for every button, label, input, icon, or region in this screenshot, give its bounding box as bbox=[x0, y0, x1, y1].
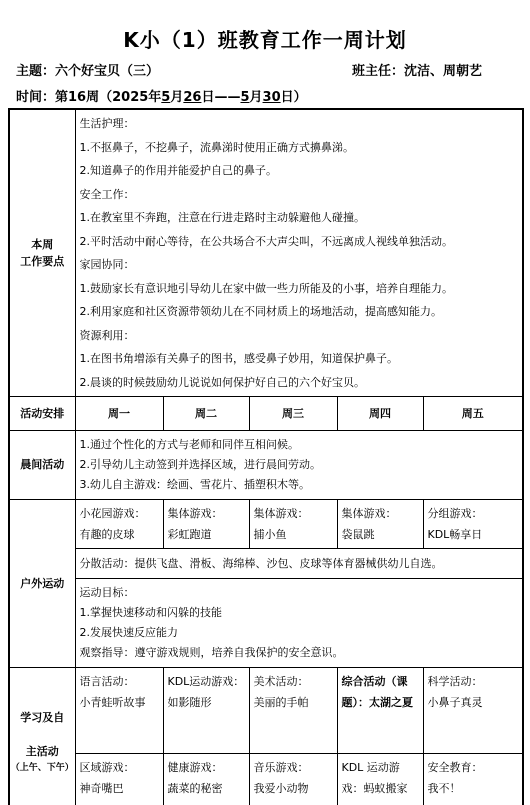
week-text: 第16周（2025年 bbox=[55, 90, 162, 105]
focus-line: 2.知道鼻子的作用并能爱护自己的鼻子。 bbox=[79, 164, 277, 177]
schedule-label: 活动安排 bbox=[9, 397, 75, 431]
activity-type: 健康游戏： bbox=[167, 761, 223, 774]
day-header: 周四 bbox=[337, 397, 423, 431]
activity-name: 美丽的手帕 bbox=[253, 696, 309, 709]
outdoor-game-cell bbox=[423, 500, 523, 549]
end-day: 30 bbox=[262, 90, 281, 105]
activity-name: 蚂蚁搬家 bbox=[363, 782, 408, 795]
learning-row-2 bbox=[9, 754, 523, 805]
focus-line: 1.在教室里不奔跑，注意在行进走路时主动躲避他人碰撞。 bbox=[79, 211, 365, 224]
focus-line: 2.平时活动中耐心等待，在公共场合不大声尖叫，不远离成人视线单独活动。 bbox=[79, 234, 453, 248]
day-header: 周五 bbox=[423, 397, 523, 431]
learning-row-1 bbox=[9, 668, 523, 754]
game-type: 小花园游戏： bbox=[79, 507, 146, 520]
activity-name: 太湖之夏 bbox=[369, 696, 413, 709]
activity-name: 神奇嘴巴 bbox=[79, 782, 124, 795]
morning-row bbox=[9, 431, 523, 500]
weekly-focus-content bbox=[75, 109, 523, 397]
focus-line: 1.不抠鼻子，不挖鼻子，流鼻涕时使用正确方式擤鼻涕。 bbox=[79, 140, 354, 154]
activity-type: 音乐游戏： bbox=[253, 761, 309, 774]
activity-cell bbox=[423, 754, 523, 805]
goal-line: 2.发展快速反应能力 bbox=[79, 626, 178, 639]
activity-cell bbox=[249, 754, 337, 805]
morning-line: 1.通过个性化的方式与老师和同伴互相问候。 bbox=[79, 438, 299, 451]
label-line: 工作要点 bbox=[20, 255, 65, 268]
start-day: 26 bbox=[183, 90, 202, 105]
day-char: 日—— bbox=[201, 90, 241, 105]
day-header: 周一 bbox=[75, 397, 163, 431]
outdoor-goals bbox=[75, 579, 523, 668]
activity-cell bbox=[163, 754, 249, 805]
teacher-line bbox=[352, 60, 482, 79]
outdoor-game-cell bbox=[75, 500, 163, 549]
activity-name: 如影随形 bbox=[167, 696, 212, 709]
theme-value: 六个好宝贝（三） bbox=[55, 64, 160, 79]
morning-content bbox=[75, 431, 523, 500]
activity-cell bbox=[163, 668, 249, 754]
activity-type: 美术活动： bbox=[253, 675, 309, 688]
activity-cell bbox=[249, 668, 337, 754]
game-name: 捕小鱼 bbox=[253, 528, 287, 541]
focus-line: 2.利用家庭和社区资源带领幼儿在不同材质上的场地活动，提高感知能力。 bbox=[79, 305, 442, 318]
activity-name: 小鼻子真灵 bbox=[427, 696, 483, 709]
activity-type: KDL运动游戏： bbox=[167, 675, 245, 688]
outdoor-game-cell bbox=[249, 500, 337, 549]
morning-label: 晨间活动 bbox=[9, 431, 75, 500]
activity-cell bbox=[75, 668, 163, 754]
outdoor-label: 户外运动 bbox=[9, 500, 75, 668]
game-type: 分组游戏： bbox=[427, 507, 483, 520]
theme-line bbox=[16, 60, 159, 79]
activity-type: KDL 运动游戏： bbox=[341, 761, 400, 795]
learning-label bbox=[9, 668, 75, 805]
focus-line: 资源利用： bbox=[79, 328, 135, 342]
outdoor-game-cell bbox=[337, 500, 423, 549]
game-name: 有趣的皮球 bbox=[79, 528, 135, 541]
focus-line: 2.晨谈的时候鼓励幼儿说说如何保护好自己的六个好宝贝。 bbox=[79, 375, 365, 389]
morning-line: 3.幼儿自主游戏：绘画、雪花片、插塑积木等。 bbox=[79, 478, 310, 491]
activity-cell bbox=[423, 668, 523, 754]
outdoor-game-cell bbox=[163, 500, 249, 549]
game-type: 集体游戏： bbox=[253, 507, 309, 520]
activity-type-name bbox=[342, 757, 419, 799]
focus-line: 1.鼓励家长有意识地引导幼儿在家中做一些力所能及的小事，培养自理能力。 bbox=[79, 281, 453, 295]
activity-type: 语言活动： bbox=[79, 675, 135, 688]
weekly-focus-row bbox=[9, 109, 523, 397]
activity-cell bbox=[337, 754, 423, 805]
start-month: 5 bbox=[161, 90, 171, 105]
focus-line: 安全工作： bbox=[79, 187, 135, 201]
game-name: 彩虹跑道 bbox=[167, 528, 212, 541]
activity-type: 综合活动（课题）： bbox=[341, 675, 408, 709]
activity-cell bbox=[337, 668, 423, 754]
label-line: 学习及自 bbox=[20, 710, 65, 724]
activity-name: 我不！ bbox=[427, 782, 461, 795]
month-char: 月 bbox=[170, 90, 184, 105]
time-label: 时间： bbox=[16, 90, 56, 105]
page-title: K小（1）班教育工作一周计划 bbox=[123, 28, 407, 52]
scatter-text: 分散活动：提供飞盘、滑板、海绵棒、沙包、皮球等体育器械供幼儿自选。 bbox=[79, 557, 443, 570]
activity-type: 区域游戏： bbox=[79, 761, 135, 774]
month-char: 月 bbox=[249, 90, 263, 105]
focus-line: 生活护理： bbox=[79, 117, 135, 130]
game-name: 袋鼠跳 bbox=[341, 528, 375, 541]
label-line: 本周 bbox=[31, 237, 54, 251]
outdoor-goal-row bbox=[9, 579, 523, 668]
schedule-row bbox=[9, 397, 523, 431]
teacher-value: 沈洁、周朝艺 bbox=[404, 64, 483, 79]
activity-name: 蔬菜的秘密 bbox=[167, 782, 223, 795]
morning-line: 2.引导幼儿主动签到并选择区域，进行晨间劳动。 bbox=[79, 458, 321, 471]
theme-label: 主题： bbox=[16, 64, 56, 79]
activity-name: 小青蛙听故事 bbox=[79, 696, 146, 709]
outdoor-games-row bbox=[9, 500, 523, 549]
teacher-label: 班主任： bbox=[352, 64, 405, 79]
activity-cell bbox=[75, 754, 163, 805]
goal-line: 1.掌握快速移动和闪躲的技能 bbox=[79, 606, 222, 619]
activity-type: 科学活动： bbox=[427, 675, 483, 688]
game-name: KDL畅享日 bbox=[427, 528, 483, 541]
game-type: 集体游戏： bbox=[167, 507, 223, 520]
guidance-line: 观察指导：遵守游戏规则，培养自我保护的安全意识。 bbox=[79, 646, 344, 659]
day-header: 周三 bbox=[249, 397, 337, 431]
weekly-plan-table bbox=[8, 108, 524, 805]
time-line bbox=[16, 86, 307, 105]
day-char: 日） bbox=[280, 90, 307, 105]
focus-line: 家园协同： bbox=[79, 258, 135, 271]
goal-title: 运动目标： bbox=[79, 586, 135, 599]
end-month: 5 bbox=[240, 90, 250, 105]
label-sub: （上午、下午） bbox=[10, 762, 74, 773]
day-header: 周二 bbox=[163, 397, 249, 431]
outdoor-scatter bbox=[75, 549, 523, 579]
weekly-focus-label bbox=[9, 109, 75, 397]
focus-line: 1.在图书角增添有关鼻子的图书，感受鼻子妙用，知道保护鼻子。 bbox=[79, 352, 398, 365]
game-type: 集体游戏： bbox=[341, 507, 397, 520]
activity-type: 安全教育： bbox=[427, 761, 483, 774]
label-line: 主活动 bbox=[25, 744, 59, 758]
outdoor-scatter-row bbox=[9, 549, 523, 579]
activity-name: 我爱小动物 bbox=[253, 782, 309, 795]
activity-type-name bbox=[342, 671, 419, 713]
